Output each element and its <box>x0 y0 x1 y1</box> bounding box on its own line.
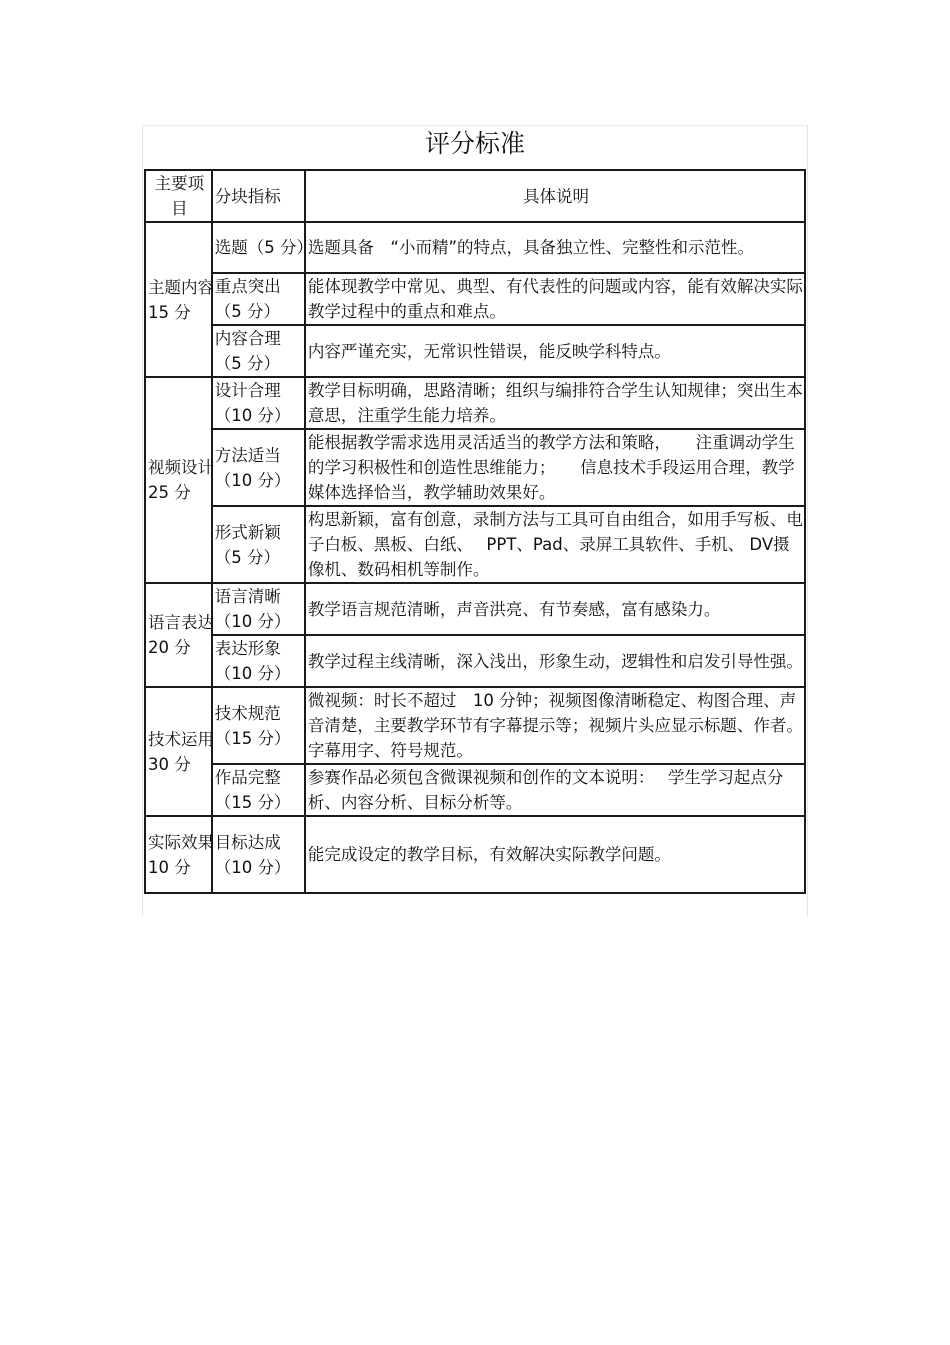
sub-indicator-cell: 作品完整 （15 分） <box>212 764 305 816</box>
table-row <box>145 273 805 325</box>
header-sub-indicator: 分块指标 <box>212 170 305 222</box>
main-item-cell: 技术运用 30 分 <box>145 687 212 816</box>
table-row <box>145 222 805 273</box>
detail-cell: 微视频：时长不超过 10 分钟；视频图像清晰稳定、构图合理、声音清楚，主要教学环节有字幕提示等；视频片头应显示标题、作者。字幕用字、符号规范。 <box>305 687 805 764</box>
sub-indicator-cell: 形式新颖 （5 分） <box>212 506 305 583</box>
sub-indicator-cell: 内容合理 （5 分） <box>212 325 305 377</box>
detail-cell: 能体现教学中常见、典型、有代表性的问题或内容，能有效解决实际教学过程中的重点和难点。 <box>305 273 805 325</box>
table-row <box>145 764 805 816</box>
document-page <box>142 125 808 916</box>
main-item-cell: 实际效果 10 分 <box>145 816 212 893</box>
header-row <box>145 170 805 222</box>
sub-indicator-cell: 重点突出 （5 分） <box>212 273 305 325</box>
sub-indicator-cell: 设计合理 （10 分） <box>212 377 305 429</box>
detail-cell: 内容严谨充实，无常识性错误，能反映学科特点。 <box>305 325 805 377</box>
page-title: 评分标准 <box>424 129 525 158</box>
main-item-cell: 主题内容 15 分 <box>145 222 212 377</box>
main-item-cell: 语言表达 20 分 <box>145 583 212 687</box>
table-row <box>145 377 805 429</box>
table-row <box>145 816 805 893</box>
sub-indicator-cell: 技术规范 （15 分） <box>212 687 305 764</box>
sub-indicator-cell: 目标达成 （10 分） <box>212 816 305 893</box>
detail-cell: 选题具备 “小而精”的特点，具备独立性、完整性和示范性。 <box>305 222 805 273</box>
header-detail: 具体说明 <box>305 170 805 222</box>
table-row <box>145 325 805 377</box>
detail-cell: 教学目标明确，思路清晰；组织与编排符合学生认知规律；突出生本意思，注重学生能力培养。 <box>305 377 805 429</box>
detail-cell: 构思新颖，富有创意，录制方法与工具可自由组合，如用手写板、电子白板、黑板、白纸、 PPT、Pad、录屏工具软件、手机、 DV摄像机、数码相机等制作。 <box>305 506 805 583</box>
table-row <box>145 635 805 687</box>
detail-cell: 教学语言规范清晰，声音洪亮、有节奏感，富有感染力。 <box>305 583 805 635</box>
detail-cell: 能完成设定的教学目标，有效解决实际教学问题。 <box>305 816 805 893</box>
table-row <box>145 506 805 583</box>
detail-cell: 教学过程主线清晰，深入浅出，形象生动，逻辑性和启发引导性强。 <box>305 635 805 687</box>
detail-cell: 参赛作品必须包含微课视频和创作的文本说明： 学生学习起点分析、内容分析、目标分析等。 <box>305 764 805 816</box>
main-item-cell: 视频设计 25 分 <box>145 377 212 583</box>
table-row <box>145 687 805 764</box>
scoring-table <box>144 169 806 894</box>
table-row <box>145 429 805 506</box>
sub-indicator-cell: 方法适当 （10 分） <box>212 429 305 506</box>
detail-cell: 能根据教学需求选用灵活适当的教学方法和策略， 注重调动学生的学习积极性和创造性思维能力； 信息技术手段运用合理，教学媒体选择恰当，教学辅助效果好。 <box>305 429 805 506</box>
header-main-item: 主要项目 <box>145 170 212 222</box>
sub-indicator-cell: 表达形象 （10 分） <box>212 635 305 687</box>
table-row <box>145 583 805 635</box>
sub-indicator-cell: 语言清晰 （10 分） <box>212 583 305 635</box>
sub-indicator-cell: 选题（5 分） <box>212 222 305 273</box>
